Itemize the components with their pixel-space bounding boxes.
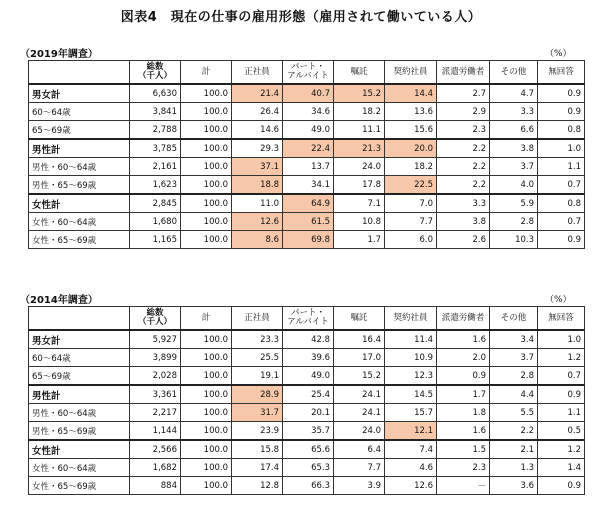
table-cell: 25.5 (232, 349, 283, 367)
table-cell: 15.2 (334, 84, 385, 103)
table-cell: 34.1 (283, 176, 334, 195)
table-cell: 23.3 (232, 330, 283, 349)
table-cell: 2.1 (490, 440, 538, 459)
table-cell: 61.5 (283, 213, 334, 231)
table-cell: 64.9 (283, 194, 334, 213)
table-cell: 11.1 (334, 121, 385, 140)
row-label: 女性計 (29, 194, 130, 213)
table-cell: 1.8 (437, 404, 490, 422)
column-header: 計 (181, 61, 232, 85)
table-cell: 8.6 (232, 231, 283, 249)
table-cell: 100.0 (181, 385, 232, 404)
column-header: パート・ アルバイト (283, 61, 334, 85)
table-cell: 2,161 (130, 158, 181, 176)
row-label: 女性・60～64歳 (29, 459, 130, 477)
table-cell: 100.0 (181, 404, 232, 422)
header-corner (29, 61, 130, 85)
row-label: 男性・65～69歳 (29, 422, 130, 441)
table-cell: 20.0 (385, 139, 437, 158)
table-cell: 23.9 (232, 422, 283, 441)
table-cell: 3.8 (490, 139, 538, 158)
table-cell: 2.2 (490, 422, 538, 441)
table-cell: 0.5 (538, 422, 585, 441)
table-cell: 3,899 (130, 349, 181, 367)
table-cell: 884 (130, 477, 181, 495)
table-cell: 0.9 (538, 84, 585, 103)
table-cell: 3.7 (490, 349, 538, 367)
table-cell: 2,028 (130, 367, 181, 386)
employment-table-2019 (28, 60, 585, 249)
table-cell: 14.6 (232, 121, 283, 140)
table-cell: 0.7 (538, 176, 585, 195)
table-cell: 1,623 (130, 176, 181, 195)
table-cell: 2.3 (437, 121, 490, 140)
table-cell: 24.0 (334, 422, 385, 441)
table-cell: 1.7 (437, 385, 490, 404)
table-cell: 16.4 (334, 330, 385, 349)
table-cell: 1.2 (538, 440, 585, 459)
column-header: 派遣労働者 (437, 61, 490, 85)
table-cell: 65.3 (283, 459, 334, 477)
table-cell: 1.2 (538, 349, 585, 367)
table-cell: 7.1 (334, 194, 385, 213)
table-cell: 12.8 (232, 477, 283, 495)
table-cell: － (437, 477, 490, 495)
column-header: 嘱託 (334, 307, 385, 331)
row-label: 男女計 (29, 84, 130, 103)
table-cell: 100.0 (181, 459, 232, 477)
table-cell: 65.6 (283, 440, 334, 459)
table-cell: 0.9 (538, 385, 585, 404)
row-label: 女性・65～69歳 (29, 231, 130, 249)
table-cell: 22.5 (385, 176, 437, 195)
table-cell: 5.5 (490, 404, 538, 422)
table-cell: 5.9 (490, 194, 538, 213)
table-cell: 0.8 (538, 194, 585, 213)
table-cell: 100.0 (181, 349, 232, 367)
table-cell: 10.9 (385, 349, 437, 367)
table-cell: 17.4 (232, 459, 283, 477)
row-label: 男性計 (29, 385, 130, 404)
table-cell: 13.7 (283, 158, 334, 176)
table-cell: 37.1 (232, 158, 283, 176)
table-cell: 15.8 (232, 440, 283, 459)
table-row (29, 213, 585, 231)
table-cell: 0.9 (538, 103, 585, 121)
table-cell: 3,841 (130, 103, 181, 121)
table-cell: 0.9 (437, 367, 490, 386)
unit-label-2014: （%） (545, 295, 572, 305)
table-cell: 2.8 (490, 367, 538, 386)
table-cell: 1,144 (130, 422, 181, 441)
table-cell: 100.0 (181, 194, 232, 213)
column-header: 計 (181, 307, 232, 331)
table-cell: 15.7 (385, 404, 437, 422)
column-header: 契約社員 (385, 61, 437, 85)
table-cell: 3,361 (130, 385, 181, 404)
table-row (29, 404, 585, 422)
table-cell: 18.2 (334, 103, 385, 121)
table-cell: 2.9 (437, 103, 490, 121)
table-row (29, 349, 585, 367)
header-row (29, 307, 585, 331)
table-cell: 15.2 (334, 367, 385, 386)
row-label: 男性・65～69歳 (29, 176, 130, 195)
table-cell: 12.3 (385, 367, 437, 386)
table-row (29, 459, 585, 477)
table-row (29, 194, 585, 213)
table-cell: 4.4 (490, 385, 538, 404)
row-label: 女性計 (29, 440, 130, 459)
table-cell: 3.8 (437, 213, 490, 231)
table-cell: 0.8 (538, 121, 585, 140)
table-row (29, 422, 585, 441)
table-cell: 1.1 (538, 404, 585, 422)
table-cell: 6.4 (334, 440, 385, 459)
table-cell: 35.7 (283, 422, 334, 441)
table-cell: 39.6 (283, 349, 334, 367)
column-header: その他 (490, 61, 538, 85)
table-cell: 12.6 (385, 477, 437, 495)
table-cell: 2.2 (437, 139, 490, 158)
table-cell: 25.4 (283, 385, 334, 404)
section-label-2019: （2019年調査） (20, 49, 98, 60)
table-cell: 1.7 (334, 231, 385, 249)
table-row (29, 231, 585, 249)
table-cell: 4.6 (385, 459, 437, 477)
table-cell: 6,630 (130, 84, 181, 103)
table-cell: 2,788 (130, 121, 181, 140)
table-cell: 14.4 (385, 84, 437, 103)
table-cell: 100.0 (181, 477, 232, 495)
row-label: 女性・65～69歳 (29, 477, 130, 495)
table-cell: 7.0 (385, 194, 437, 213)
column-header: パート・ アルバイト (283, 307, 334, 331)
table-cell: 26.4 (232, 103, 283, 121)
header-row (29, 61, 585, 85)
table-cell: 100.0 (181, 139, 232, 158)
table-cell: 2.6 (437, 231, 490, 249)
table-cell: 24.1 (334, 385, 385, 404)
row-label: 男性・60～64歳 (29, 158, 130, 176)
table-cell: 12.6 (232, 213, 283, 231)
table-cell: 1.6 (437, 330, 490, 349)
table-cell: 18.8 (232, 176, 283, 195)
table-cell: 2,566 (130, 440, 181, 459)
section-label-2014: （2014年調査） (20, 295, 98, 306)
table-row (29, 103, 585, 121)
header-corner (29, 307, 130, 331)
table-cell: 3,785 (130, 139, 181, 158)
table-cell: 3.7 (490, 158, 538, 176)
table-row (29, 440, 585, 459)
row-label: 60～64歳 (29, 103, 130, 121)
table-cell: 2.2 (437, 176, 490, 195)
table-cell: 49.0 (283, 367, 334, 386)
table-cell: 6.6 (490, 121, 538, 140)
table-cell: 6.0 (385, 231, 437, 249)
table-cell: 66.3 (283, 477, 334, 495)
table-cell: 12.1 (385, 422, 437, 441)
table-cell: 15.6 (385, 121, 437, 140)
table-cell: 34.6 (283, 103, 334, 121)
table-cell: 1.0 (538, 139, 585, 158)
table-row (29, 139, 585, 158)
column-header: 総数 （千人） (130, 307, 181, 331)
table-cell: 20.1 (283, 404, 334, 422)
table-cell: 100.0 (181, 84, 232, 103)
table-cell: 7.4 (385, 440, 437, 459)
table-cell: 0.9 (538, 477, 585, 495)
table-cell: 42.8 (283, 330, 334, 349)
table-row (29, 367, 585, 386)
page-title: 図表4 現在の仕事の雇用形態（雇用されて働いている人） (120, 10, 482, 25)
table-cell: 2.2 (437, 158, 490, 176)
table-cell: 31.7 (232, 404, 283, 422)
table-cell: 3.3 (490, 103, 538, 121)
column-header: その他 (490, 307, 538, 331)
table-cell: 100.0 (181, 158, 232, 176)
table-cell: 1.5 (437, 440, 490, 459)
column-header: 正社員 (232, 307, 283, 331)
table-cell: 100.0 (181, 422, 232, 441)
row-label: 男性計 (29, 139, 130, 158)
table-cell: 1.0 (538, 330, 585, 349)
table-cell: 24.1 (334, 404, 385, 422)
table-cell: 100.0 (181, 176, 232, 195)
table-cell: 100.0 (181, 330, 232, 349)
table-row (29, 385, 585, 404)
row-label: 女性・60～64歳 (29, 213, 130, 231)
table-cell: 4.7 (490, 84, 538, 103)
table-cell: 100.0 (181, 367, 232, 386)
row-label: 65～69歳 (29, 121, 130, 140)
table-cell: 5,927 (130, 330, 181, 349)
table-cell: 14.5 (385, 385, 437, 404)
table-cell: 11.0 (232, 194, 283, 213)
table-cell: 100.0 (181, 440, 232, 459)
table-cell: 7.7 (385, 213, 437, 231)
table-cell: 4.0 (490, 176, 538, 195)
table-cell: 17.0 (334, 349, 385, 367)
column-header: 正社員 (232, 61, 283, 85)
unit-label-2019: （%） (545, 49, 572, 59)
table-row (29, 121, 585, 140)
table-row (29, 176, 585, 195)
table-cell: 3.3 (437, 194, 490, 213)
table-cell: 10.8 (334, 213, 385, 231)
table-row (29, 477, 585, 495)
table-row (29, 158, 585, 176)
row-label: 60～64歳 (29, 349, 130, 367)
column-header: 総数 （千人） (130, 61, 181, 85)
table-cell: 18.2 (385, 158, 437, 176)
table-row (29, 84, 585, 103)
table-cell: 100.0 (181, 121, 232, 140)
table-cell: 1.1 (538, 158, 585, 176)
table-cell: 1,165 (130, 231, 181, 249)
column-header: 派遣労働者 (437, 307, 490, 331)
column-header: 契約社員 (385, 307, 437, 331)
table-cell: 1,682 (130, 459, 181, 477)
table-cell: 0.9 (538, 231, 585, 249)
table-cell: 3.6 (490, 477, 538, 495)
table-cell: 22.4 (283, 139, 334, 158)
table-cell: 7.7 (334, 459, 385, 477)
table-cell: 0.7 (538, 213, 585, 231)
column-header: 無回答 (538, 307, 585, 331)
row-label: 男性・60～64歳 (29, 404, 130, 422)
table-cell: 0.7 (538, 367, 585, 386)
table-cell: 1.6 (437, 422, 490, 441)
table-row (29, 330, 585, 349)
employment-table-2014 (28, 306, 585, 495)
table-cell: 1.3 (490, 459, 538, 477)
table-cell: 24.0 (334, 158, 385, 176)
table-cell: 40.7 (283, 84, 334, 103)
table-cell: 17.8 (334, 176, 385, 195)
table-cell: 100.0 (181, 103, 232, 121)
column-header: 無回答 (538, 61, 585, 85)
table-cell: 21.4 (232, 84, 283, 103)
table-cell: 19.1 (232, 367, 283, 386)
table-cell: 21.3 (334, 139, 385, 158)
table-cell: 69.8 (283, 231, 334, 249)
table-cell: 2.0 (437, 349, 490, 367)
table-cell: 28.9 (232, 385, 283, 404)
row-label: 男女計 (29, 330, 130, 349)
row-label: 65～69歳 (29, 367, 130, 386)
table-cell: 11.4 (385, 330, 437, 349)
column-header: 嘱託 (334, 61, 385, 85)
table-cell: 1,680 (130, 213, 181, 231)
table-cell: 1.4 (538, 459, 585, 477)
table-cell: 3.9 (334, 477, 385, 495)
table-cell: 3.4 (490, 330, 538, 349)
table-cell: 13.6 (385, 103, 437, 121)
table-cell: 2.8 (490, 213, 538, 231)
table-cell: 100.0 (181, 213, 232, 231)
table-cell: 2,845 (130, 194, 181, 213)
table-cell: 2,217 (130, 404, 181, 422)
table-cell: 49.0 (283, 121, 334, 140)
table-cell: 29.3 (232, 139, 283, 158)
table-cell: 2.7 (437, 84, 490, 103)
table-cell: 2.3 (437, 459, 490, 477)
table-cell: 10.3 (490, 231, 538, 249)
table-cell: 100.0 (181, 231, 232, 249)
